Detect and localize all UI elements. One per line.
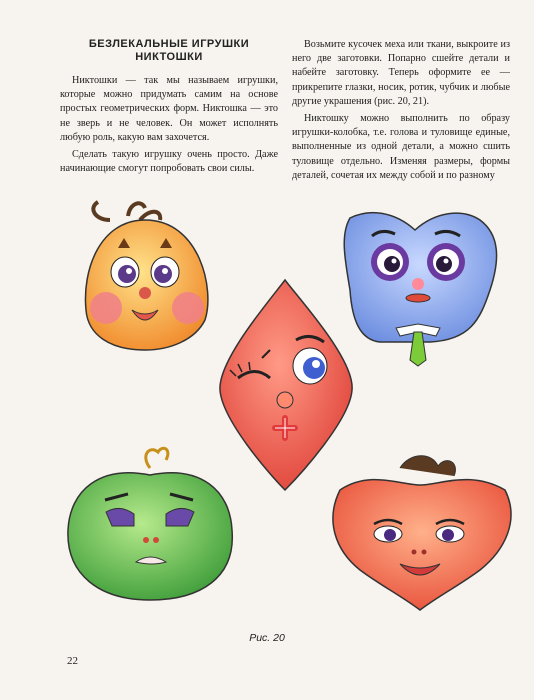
left-column — [60, 38, 278, 176]
figure-caption: Рис. 20 — [249, 632, 285, 644]
paragraph: Сделать такую игрушку очень просто. Даже начинающие смогут попробовать свои силы. — [60, 149, 278, 175]
toy-illustration — [0, 190, 534, 630]
eye-left — [371, 243, 409, 281]
tooth-face-toy — [344, 213, 496, 366]
heart-face-toy — [333, 456, 511, 610]
paragraph: Возьмите кусочек меха или ткани, выкроите из него две заготовки. Попарно сшейте детали и набейте заготовку. Теперь оформите ее — прикрепите глазки, носик, ротик, чубчик и любые другие украшения (рис. 20, 21). — [292, 39, 510, 107]
paragraph: Никтошку можно выполнить по образу игрушки-колобка, т.е. голова и туловище единые, выполненные из одной детали, а можно сшить туловище отдельно. Изменяя размеры, формы деталей, сочетая их между собой и по разному — [292, 113, 510, 181]
right-column — [292, 38, 510, 183]
heading-line-1: БЕЗЛЕКАЛЬНЫЕ ИГРУШКИ — [88, 38, 250, 50]
diamond-face-toy — [220, 280, 352, 490]
paragraph: Никтошки — так мы называем игрушки, которые можно придумать самим на основе простых геометрических форм. Никтошка — это не зверь и не человек. Он может исполнять любую роль, какую вам захочется. — [60, 75, 278, 143]
round-face-toy — [68, 448, 232, 600]
egg-face-toy — [85, 202, 207, 350]
page-number: 22 — [67, 655, 78, 667]
heading-line-2: НИКТОШКИ — [135, 51, 203, 63]
section-heading — [60, 38, 278, 64]
eye-right — [427, 243, 465, 281]
